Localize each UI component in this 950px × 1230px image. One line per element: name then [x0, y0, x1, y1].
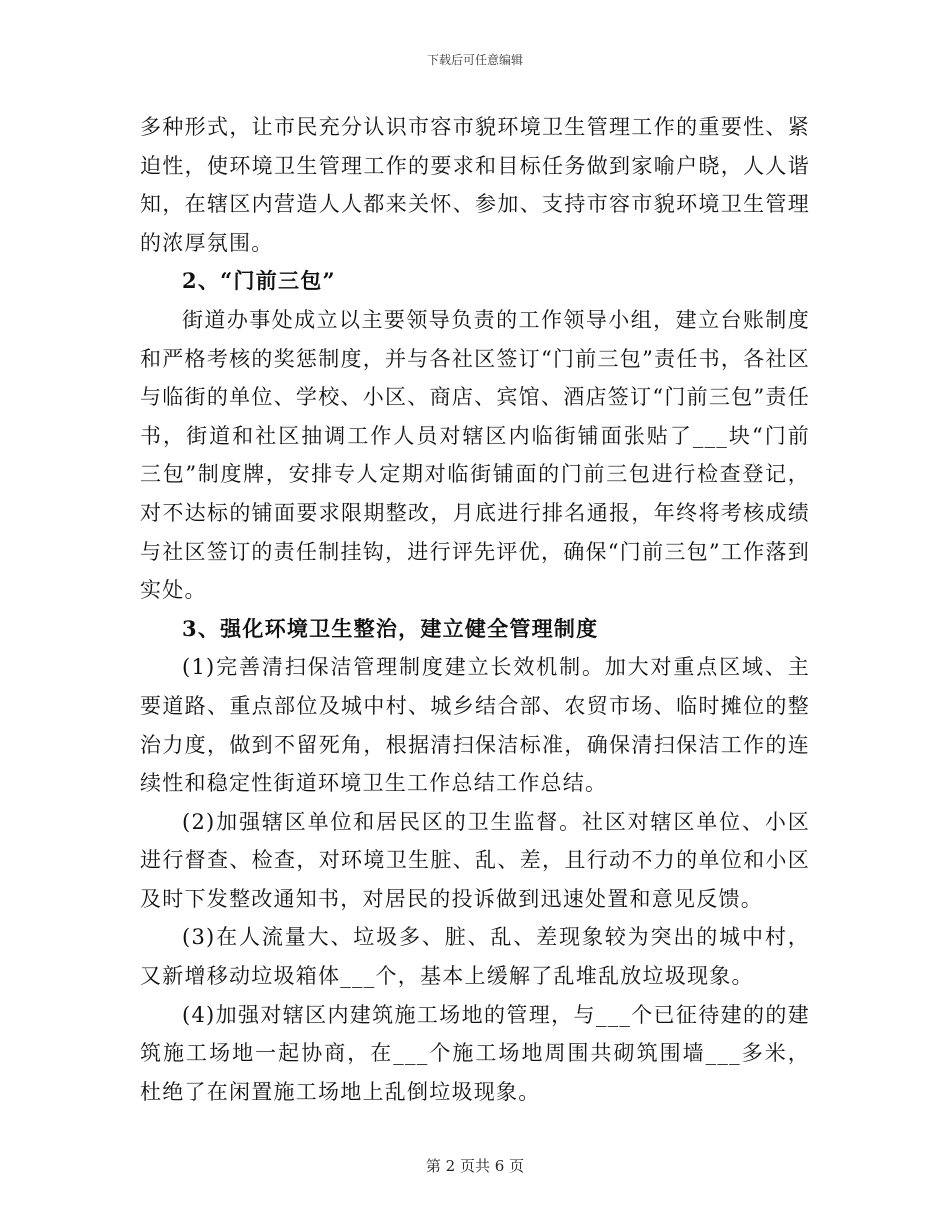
section-heading-door-three: 2、“门前三包”: [182, 268, 336, 294]
paragraph-item-2: (2)加强辖区单位和居民区的卫生监督。社区对辖区单位、小区进行督查、检查，对环境卫生脏、乱、差，且行动不力的单位和小区及时下发整改通知书，对居民的投诉做到迅速处置和意见反馈。: [140, 809, 810, 911]
paragraph-item-4: (4)加强对辖区内建筑施工场地的管理，与___个已征待建的的建筑施工场地一起协商，在___个施工场地周围共砌筑围墙___多米，杜绝了在闲置施工场地上乱倒垃圾现象。: [140, 1002, 810, 1104]
paragraph-item-1: (1)完善清扫保洁管理制度建立长效机制。加大对重点区域、主要道路、重点部位及城中村、城乡结合部、农贸市场、临时摊位的整治力度，做到不留死角，根据清扫保洁标准，确保清扫保洁工作的连续性和稳定性街道环境卫生工作总结工作总结。: [140, 655, 810, 796]
document-body: [140, 108, 810, 1111]
section-heading-sanitation: 3、强化环境卫生整治，建立健全管理制度: [182, 615, 599, 641]
paragraph-item-3: (3)在人流量大、垃圾多、脏、乱、差现象较为突出的城中村，又新增移动垃圾箱体___个，基本上缓解了乱堆乱放垃圾现象。: [140, 925, 810, 989]
page-header: 下载后可任意编辑: [426, 53, 523, 67]
paragraph-publicity: 多种形式，让市民充分认识市容市貌环境卫生管理工作的重要性、紧迫性，使环境卫生管理工作的要求和目标任务做到家喻户晓，人人谐知，在辖区内营造人人都来关怀、参加、支持市容市貌环境卫生管理的浓厚氛围。: [140, 115, 810, 255]
paragraph-door-three-responsibility: 街道办事处成立以主要领导负责的工作领导小组，建立台账制度和严格考核的奖惩制度，并与各社区签订“门前三包”责任书，各社区与临街的单位、学校、小区、商店、宾馆、酒店签订“门前三包”责任书，街道和社区抽调工作人员对辖区内临街铺面张贴了___块“门前三包”制度牌，安排专人定期对临街铺面的门前三包进行检查登记，对不达标的铺面要求限期整改，月底进行排名通报，年终将考核成绩与社区签订的责任制挂钩，进行评先评优，确保“门前三包”工作落到实处。: [140, 307, 810, 603]
page-number: 第 2 页共 6 页: [425, 1157, 525, 1175]
